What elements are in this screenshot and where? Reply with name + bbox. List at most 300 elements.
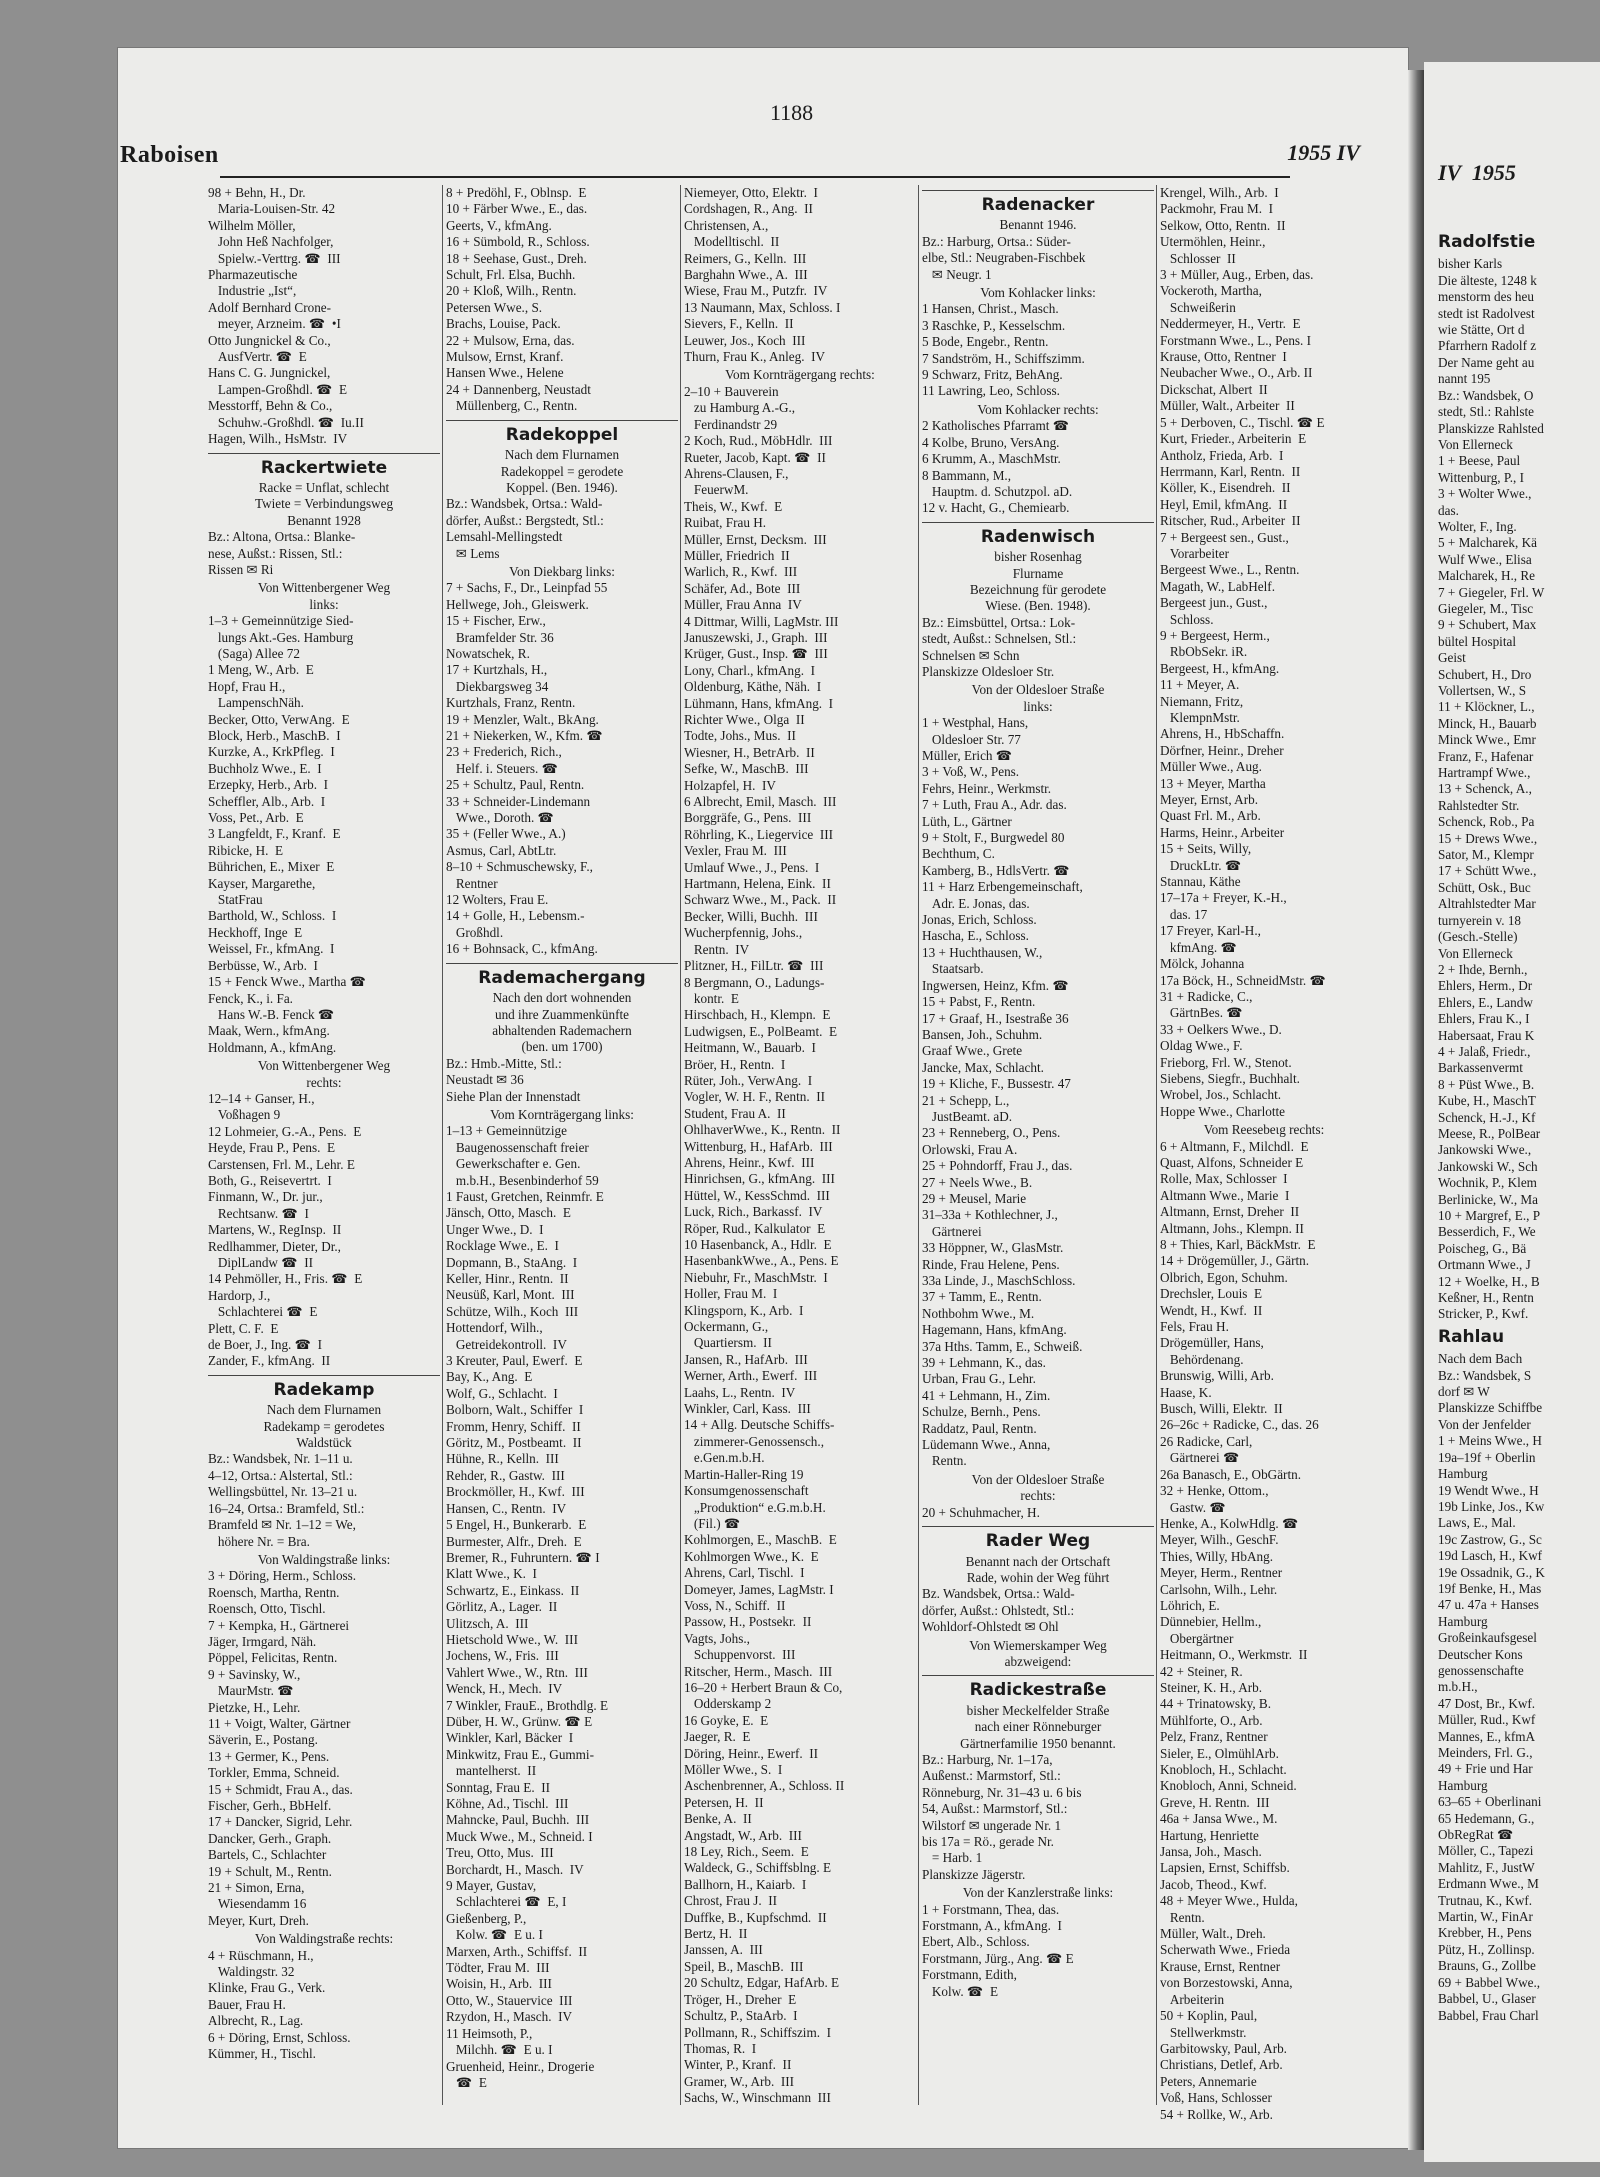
- directory-entry: 1–13 + Gemeinnützige Baugenossenschaft freier Gewerkschafter e. Gen. m.b.H., Besenbinderhof 59: [446, 1123, 599, 1188]
- street-separator: [446, 420, 678, 421]
- street-description: bisher Rosenhag Flurname Bezeichnung für gerodete Wiese. (Ben. 1948).: [969, 549, 1107, 614]
- column-divider: [918, 185, 919, 2105]
- directory-entry: Heyde, Frau P., Pens. E: [208, 1140, 336, 1156]
- header-year-volume: 1955 IV: [1287, 140, 1360, 165]
- column-2: [446, 185, 678, 2105]
- adjacent-page-line: dorf ✉ W: [1438, 1384, 1490, 1400]
- directory-entry: Forstmann Wwe., L., Pens. I: [1160, 332, 1312, 348]
- directory-entry: 12 Wolters, Frau E.: [446, 892, 549, 908]
- directory-entry: Tödter, Frau M. III: [446, 1960, 550, 1976]
- directory-entry: Fischer, Gerh., BbHelf.: [208, 1798, 332, 1813]
- adjacent-page-header: IV 1955: [1438, 159, 1516, 185]
- directory-entry: 54 + Rollke, W., Arb.: [1160, 2106, 1273, 2122]
- directory-entry: Kurzke, A., KrkPfleg. I: [208, 744, 335, 760]
- directory-entry: 18 + Seehase, Gust., Dreh.: [446, 250, 587, 266]
- directory-entry: 19 + Menzler, Walt., BkAng.: [446, 711, 599, 727]
- adjacent-page-line: Trutnau, K., Kwf.: [1438, 1892, 1533, 1908]
- adjacent-page-line: 10 + Margref, E., P: [1438, 1208, 1541, 1223]
- directory-entry: Quast Frl. M., Arb.: [1160, 808, 1261, 824]
- directory-entry: Siebens, Siegfr., Buchhalt.: [1160, 1070, 1300, 1086]
- side-heading: Vom Kohlacker links:: [980, 285, 1096, 301]
- adjacent-page-line: Rahlstedter Str.: [1438, 797, 1520, 813]
- directory-entry: 7 + Luth, Frau A., Adr. das.: [922, 797, 1067, 813]
- directory-entry: Jacob, Theod., Kwf.: [1160, 1876, 1267, 1892]
- directory-entry: Schult, Frl. Elsa, Buchh.: [446, 267, 576, 283]
- directory-entry: Luck, Rich., Barkassf. IV: [684, 1204, 823, 1220]
- adjacent-page-line: 8 + Püst Wwe., B.: [1438, 1076, 1535, 1092]
- directory-entry: Theis, W., Kwf. E: [684, 498, 783, 514]
- directory-entry: OhlhaverWwe., K., Rentn. II: [684, 1122, 841, 1138]
- directory-entry: Jansa, Joh., Masch.: [1160, 1844, 1262, 1860]
- directory-entry: 31 + Radicke, C., GärtnBes. ☎: [1160, 988, 1253, 1021]
- adjacent-page-line: Pfarrhern Radolf z: [1438, 338, 1537, 354]
- directory-entry: Düber, H. W., Grünw. ☎ E: [446, 1713, 593, 1729]
- directory-entry: Mölck, Johanna: [1160, 956, 1245, 972]
- directory-entry: 3 Langfeldt, F., Kranf. E: [208, 826, 341, 842]
- directory-entry: 32 + Henke, Ottom., Gastw. ☎: [1160, 1483, 1269, 1515]
- directory-entry: Laahs, L., Rentn. IV: [684, 1384, 796, 1400]
- directory-entry: Hans C. G. Jungnickel, Lampen-Großhdl. ☎ E: [208, 365, 348, 397]
- directory-entry: Holdmann, A., kfmAng.: [208, 1039, 337, 1055]
- directory-entry: Burmester, Alfr., Dreh. E: [446, 1533, 582, 1549]
- adjacent-page-line: Ehlers, Frau K., I: [1438, 1011, 1530, 1027]
- directory-entry: Planskizze Oldesloer Str.: [922, 663, 1055, 679]
- directory-entry: Haase, K.: [1160, 1384, 1212, 1400]
- adjacent-page-line: Malcharek, H., Re: [1438, 568, 1536, 584]
- directory-entry: Meyer, Ernst, Arb.: [1160, 792, 1258, 808]
- directory-entry: Winter, P., Kranf. II: [684, 2057, 792, 2073]
- adjacent-page-line: Radolfstie: [1438, 232, 1536, 253]
- directory-entry: Ahrens, Carl, Tischl. I: [684, 1565, 805, 1581]
- directory-entry: 15 + Fischer, Erw., Bramfelder Str. 36: [446, 613, 554, 645]
- directory-entry: Bauer, Frau H.: [208, 1996, 286, 2012]
- adjacent-page-line: 69 + Babbel Wwe.,: [1438, 1974, 1541, 1990]
- header-rule: [220, 176, 1290, 178]
- directory-entry: 6 + Döring, Ernst, Schloss.: [208, 2029, 351, 2045]
- directory-entry: Richter Wwe., Olga II: [684, 712, 805, 727]
- adjacent-page-line: Ehlers, E., Landw: [1438, 994, 1533, 1010]
- directory-entry: 12–14 + Ganser, H., Voßhagen 9: [208, 1090, 315, 1123]
- directory-entry: Petersen Wwe., S.: [446, 299, 543, 315]
- street-description: Nach dem Flurnamen Radekoppel = gerodete Koppel. (Ben. 1946).: [500, 447, 624, 495]
- directory-entry: 48 + Meyer Wwe., Hulda, Rentn.: [1160, 1893, 1298, 1925]
- directory-entry: Roensch, Otto, Tischl.: [208, 1601, 326, 1617]
- directory-entry: 4 + Rüschmann, H., Waldingstr. 32: [208, 1947, 314, 1980]
- directory-entry: 8 Bammann, M., Hauptm. d. Schutzpol. aD.: [922, 467, 1073, 499]
- directory-entry: 11 Heimsoth, P., Milchh. ☎ E u. I: [446, 2025, 553, 2058]
- directory-entry: 13 + Germer, K., Pens.: [208, 1748, 330, 1764]
- directory-entry: Rinde, Frau Helene, Pens.: [922, 1256, 1060, 1272]
- directory-entry: Brachs, Louise, Pack.: [446, 316, 561, 332]
- directory-entry: Neddermeyer, H., Vertr. E: [1160, 316, 1301, 332]
- directory-entry: Wenck, H., Mech. IV: [446, 1681, 563, 1697]
- adjacent-page-line: Habersaat, Frau K: [1438, 1027, 1535, 1043]
- directory-entry: Köhne, Ad., Tischl. III: [446, 1796, 569, 1811]
- street-separator: [922, 522, 1154, 523]
- adjacent-page-line: Jankowski W., Sch: [1438, 1158, 1538, 1174]
- directory-entry: Wendt, H., Kwf. II: [1160, 1302, 1263, 1318]
- directory-entry: Thomas, R. I: [684, 2040, 757, 2056]
- directory-entry: Brunswig, Willi, Arb.: [1160, 1368, 1274, 1384]
- directory-entry: 8 + Thies, Karl, BäckMstr. E: [1160, 1237, 1316, 1252]
- adjacent-page-line: Mahlitz, F., JustW: [1438, 1859, 1535, 1875]
- side-heading: Von Waldingstraße rechts:: [254, 1931, 394, 1947]
- directory-entry: Drögemüller, Hans, Behördenang.: [1160, 1335, 1264, 1367]
- directory-entry: Holler, Frau M. I: [684, 1286, 778, 1302]
- directory-entry: Borchardt, H., Masch. IV: [446, 1861, 584, 1877]
- adjacent-page-line: 19c Zastrow, G., Sc: [1438, 1531, 1542, 1547]
- directory-entry: 4 Dittmar, Willi, LagMstr. III: [684, 613, 839, 629]
- directory-entry: 16 + Bohnsack, C., kfmAng.: [446, 941, 598, 957]
- directory-entry: 2 Katholisches Pfarramt ☎: [922, 418, 1070, 434]
- directory-entry: 16–20 + Herbert Braun & Co, Odderskamp 2: [684, 1679, 843, 1712]
- adjacent-page-line: Bz.: Wandsbek, S: [1438, 1367, 1532, 1383]
- directory-entry: Döring, Heinr., Ewerf. II: [684, 1745, 819, 1761]
- directory-entry: 20 + Kloß, Wilh., Rentn.: [446, 283, 577, 299]
- directory-entry: Ahrens-Clausen, F., FeuerwM.: [684, 465, 789, 498]
- directory-entry: Wucherpfennig, Johs., Rentn. IV: [684, 925, 803, 957]
- directory-entry: Carlsohn, Wilh., Lehr.: [1160, 1581, 1278, 1597]
- directory-entry: 6 + Altmann, F., Milchdl. E: [1160, 1138, 1309, 1154]
- directory-entry: Barthold, W., Schloss. I: [208, 908, 337, 924]
- directory-entry: 15 + Fenck Wwe., Martha ☎: [208, 974, 367, 990]
- directory-entry: 42 + Steiner, R.: [1160, 1663, 1243, 1679]
- directory-entry: 21 + Simon, Erna, Wiesendamm 16: [208, 1880, 307, 1912]
- directory-entry: Niemann, Fritz, KlempnMstr.: [1160, 693, 1244, 725]
- directory-entry: Hottendorf, Wilh., Getreidekontroll. IV: [446, 1320, 567, 1352]
- directory-entry: 33 + Schneider-Lindemann Wwe., Doroth. ☎: [446, 793, 591, 826]
- directory-entry: Ulitzsch, A. III: [446, 1615, 529, 1631]
- directory-entry: Buchholz Wwe., E. I: [208, 760, 322, 776]
- directory-entry: Otto Jungnickel & Co., AusfVertr. ☎ E: [208, 332, 331, 365]
- directory-entry: Bansen, Joh., Schuhm.: [922, 1026, 1043, 1042]
- directory-entry: Heitmann, O., Werkmstr. II: [1160, 1647, 1308, 1663]
- directory-entry: Pharmazeutische Industrie „Ist“,: [208, 267, 298, 299]
- directory-entry: Erzepky, Herb., Arb. I: [208, 777, 328, 793]
- directory-entry: Lüth, L., Gärtner: [922, 813, 1012, 829]
- directory-entry: Werner, Arth., Ewerf. III: [684, 1368, 818, 1384]
- directory-entry: Christians, Detlef, Arb.: [1160, 2057, 1283, 2073]
- street-heading: Radenwisch: [980, 526, 1096, 547]
- adjacent-page-line: Keßner, H., Rentn: [1438, 1290, 1534, 1306]
- directory-entry: Hartmann, Helena, Eink. II: [684, 876, 831, 892]
- adjacent-page-line: turnyerein v. 18: [1438, 912, 1522, 928]
- directory-entry: Kohlmorgen, E., MaschB. E: [684, 1532, 837, 1548]
- side-heading: Vom Kornträgergang rechts:: [725, 367, 875, 383]
- directory-entry: Gießenberg, P., Kolw. ☎ E u. I: [446, 1910, 543, 1943]
- adjacent-page-line: 63–65 + Oberlinani: [1438, 1794, 1542, 1810]
- directory-entry: Heyl, Emil, kfmAng. II: [1160, 496, 1288, 512]
- directory-entry: Bz. Wandsbek, Ortsa.: Wald- dörfer, Außst.: Ohlstedt, Stl.: Wohldorf-Ohlstedt ✉ Ohl: [922, 1586, 1075, 1635]
- directory-entry: Meyer, Herm., Rentner: [1160, 1565, 1283, 1581]
- directory-entry: Bührichen, E., Mixer E: [208, 859, 335, 875]
- directory-entry: 44 + Trinatowsky, B.: [1160, 1696, 1272, 1712]
- directory-entry: 5 Bode, Engebr., Rentn.: [922, 334, 1049, 350]
- adjacent-page-line: Großeinkaufsgesel: [1438, 1630, 1537, 1646]
- directory-entry: Heitmann, W., Bauarb. I: [684, 1040, 816, 1056]
- directory-entry: Messtorff, Behn & Co., Schuhw.-Großhdl. ☎ Iu.II: [208, 398, 364, 430]
- directory-entry: Altmann Wwe., Marie I: [1160, 1187, 1290, 1203]
- directory-entry: Muck Wwe., M., Schneid. I: [446, 1828, 593, 1844]
- directory-entry: 7 + Bergeest sen., Gust., Vorarbeiter: [1160, 529, 1289, 561]
- adjacent-page-text: [1424, 62, 1600, 2057]
- street-separator: [922, 190, 1154, 191]
- directory-entry: Krengel, Wilh., Arb. I: [1160, 185, 1279, 200]
- adjacent-page-line: 49 + Frie und Har: [1438, 1761, 1533, 1777]
- directory-entry: Rüter, Joh., VerwAng. I: [684, 1072, 813, 1088]
- directory-entry: 1 + Forstmann, Thea, das.: [922, 1901, 1060, 1917]
- directory-entry: 10 + Färber Wwe., E., das.: [446, 201, 588, 217]
- directory-entry: 3 Raschke, P., Kesselschm.: [922, 317, 1066, 333]
- directory-entry: Januszewski, J., Graph. III: [684, 629, 828, 645]
- adjacent-page-line: Rahlau: [1438, 1326, 1505, 1347]
- adjacent-page-line: Planskizze Schiffbe: [1438, 1400, 1543, 1416]
- directory-entry: Hardorp, J., Schlachterei ☎ E: [208, 1287, 318, 1320]
- directory-entry: Stannau, Käthe: [1160, 874, 1241, 890]
- side-heading: Von Waldingstraße links:: [257, 1551, 391, 1567]
- directory-entry: Mahncke, Paul, Buchh. III: [446, 1812, 590, 1828]
- directory-entry: Herrmann, Karl, Rentn. II: [1160, 463, 1301, 479]
- adjacent-page-line: bültel Hospital: [1438, 633, 1517, 649]
- directory-entry: Utermöhlen, Heinr., Schlosser II: [1160, 234, 1266, 266]
- directory-entry: 21 + Schepp, L., JustBeamt. aD.: [922, 1092, 1013, 1124]
- street-heading: Radenacker: [981, 195, 1095, 215]
- street-heading: Rackertwiete: [260, 457, 388, 478]
- directory-entry: 41 + Lehmann, H., Zim.: [922, 1387, 1051, 1403]
- directory-entry: Hinrichsen, G., kfmAng. III: [684, 1171, 835, 1187]
- directory-entry: Forstmann, Edith, Kolw. ☎ E: [922, 1967, 1017, 1999]
- directory-entry: Bolborn, Walt., Schiffer I: [446, 1402, 584, 1418]
- directory-entry: Sachs, W., Winschmann III: [684, 2090, 831, 2106]
- directory-entry: Pietzke, H., Lehr.: [208, 1699, 301, 1715]
- side-heading: Vom Reesebeιg rechts:: [1203, 1122, 1325, 1138]
- directory-entry: 20 Schultz, Edgar, HafArb. E: [684, 1975, 840, 1991]
- directory-entry: Antholz, Frieda, Arb. I: [1160, 447, 1284, 463]
- adjacent-page-line: Laws, E., Mal.: [1438, 1515, 1516, 1531]
- adjacent-page-line: stedt, Stl.: Rahlste: [1438, 404, 1534, 420]
- adjacent-page-line: 12 + Woelke, H., B: [1438, 1273, 1540, 1289]
- adjacent-page-line: 15 + Drews Wwe.,: [1438, 830, 1538, 846]
- directory-entry: 7 + Kempka, H., Gärtnerei: [208, 1617, 350, 1633]
- adjacent-page-line: Babbel, Frau Charl: [1438, 2007, 1539, 2023]
- directory-entry: Pöppel, Felicitas, Rentn.: [208, 1650, 338, 1666]
- directory-entry: Klingsporn, K., Arb. I: [684, 1302, 804, 1318]
- adjacent-page-line: 17 + Schütt Wwe.,: [1438, 863, 1537, 879]
- directory-entry: 7 Sandström, H., Schiffszimm.: [922, 350, 1085, 366]
- directory-entry: Lapsien, Ernst, Schiffsb.: [1160, 1860, 1290, 1876]
- side-heading: Von Wittenbergener Weg rechts:: [257, 1058, 391, 1090]
- adjacent-page-line: Schenck, H.-J., Kf: [1438, 1109, 1536, 1125]
- directory-entry: Waldeck, G., Schiffsblng. E: [684, 1860, 832, 1876]
- adjacent-page-line: Brauns, G., Zollbe: [1438, 1958, 1536, 1974]
- directory-entry: Petersen, H. II: [684, 1794, 764, 1810]
- directory-entry: Schultz, P., StaArb. I: [684, 2008, 798, 2024]
- directory-entry: Hüttel, W., KessSchmd. III: [684, 1187, 830, 1203]
- directory-entry: 18 Ley, Rich., Seem. E: [684, 1844, 809, 1860]
- directory-entry: 31–33a + Kothlechner, J., Gärtnerei: [922, 1207, 1058, 1239]
- adjacent-page-line: menstorm des heu: [1438, 289, 1534, 305]
- street-description: Racke = Unflat, schlecht Twiete = Verbindungsweg Benannt 1928: [254, 479, 394, 528]
- directory-entry: 17a Böck, H., SchneidMstr. ☎: [1160, 972, 1326, 988]
- directory-entry: Kümmer, H., Tischl.: [208, 2046, 316, 2062]
- adjacent-page-line: Giegeler, M., Tisc: [1438, 600, 1534, 616]
- directory-entry: Lühmann, Hans, kfmAng. I: [684, 695, 834, 711]
- adjacent-page-line: das.: [1438, 502, 1459, 518]
- directory-entry: Selkow, Otto, Rentn. II: [1160, 217, 1286, 233]
- directory-entry: 2 Koch, Rud., MöbHdlr. III: [684, 433, 833, 449]
- adjacent-page-line: Barkassenvermt: [1438, 1060, 1523, 1076]
- directory-entry: Carstensen, Frl. M., Lehr. E: [208, 1156, 355, 1172]
- street-heading: Rademachergang: [478, 967, 646, 988]
- directory-entry: Müller, Erich ☎: [922, 748, 1013, 763]
- directory-entry: Bz.: Wandsbek, Nr. 1–11 u. 4–12, Ortsa.: Alstertal, Stl.: Wellingsbüttel, Nr. 13–21 u. 16–24, Ortsa.: Bramfeld, Stl.: Bramfeld ✉ Nr. 1–12 = We, höhere Nr. = Bra.: [208, 1451, 365, 1549]
- directory-entry: Sonntag, Frau E. II: [446, 1779, 551, 1795]
- directory-entry: 8 + Predöhl, F., Oblnsp. E: [446, 185, 587, 200]
- directory-entry: Otto, W., Stauervice III: [446, 1992, 573, 2008]
- adjacent-page-line: Von Ellerneck: [1438, 945, 1513, 961]
- directory-entry: 37 + Tamm, E., Rentn.: [922, 1289, 1042, 1305]
- adjacent-page-line: Berlinicke, W., Ma: [1438, 1191, 1538, 1207]
- directory-entry: Frieborg, Frl. W., Stenot.: [1160, 1054, 1292, 1070]
- directory-entry: Packmohr, Frau M. I: [1160, 201, 1274, 217]
- column-divider: [1156, 185, 1157, 2105]
- directory-entry: Ockermann, G., Quartiersm. II: [684, 1319, 772, 1351]
- directory-entry: Hühne, R., Kelln. III: [446, 1451, 559, 1467]
- directory-entry: 3 + Voß, W., Pens.: [922, 764, 1020, 780]
- directory-entry: Maak, Wern., kfmAng.: [208, 1023, 330, 1039]
- directory-entry: Jochens, W., Fris. III: [446, 1648, 559, 1664]
- side-heading: Von der Oldesloer Straße rechts:: [971, 1471, 1105, 1504]
- adjacent-page-line: 47 Dost, Br., Kwf.: [1438, 1695, 1536, 1711]
- directory-entry: Knobloch, Anni, Schneid.: [1160, 1778, 1297, 1794]
- directory-entry: Redlhammer, Dieter, Dr., DiplLandw ☎ II: [208, 1238, 341, 1270]
- street-separator: [446, 963, 678, 964]
- street-heading: Radekoppel: [505, 424, 619, 445]
- directory-entry: 19 + Kliche, F., Bussestr. 47: [922, 1076, 1071, 1092]
- directory-entry: Görlitz, A., Lager. II: [446, 1599, 558, 1615]
- directory-columns: [208, 185, 1368, 2122]
- directory-entry: 33 + Oelkers Wwe., D.: [1160, 1021, 1282, 1037]
- directory-entry: Minkwitz, Frau E., Gummi- mantelherst. II: [446, 1746, 594, 1779]
- directory-entry: Thurn, Frau K., Anleg. IV: [684, 349, 826, 365]
- adjacent-page-line: 3 + Wolter Wwe.,: [1438, 486, 1532, 502]
- directory-entry: 1–3 + Gemeinnützige Sied- lungs Akt.-Ges. Hamburg (Saga) Allee 72: [208, 613, 354, 661]
- directory-entry: Wiesner, H., BetrArb. II: [684, 744, 815, 760]
- directory-entry: 12 Lohmeier, G.-A., Pens. E: [208, 1123, 362, 1139]
- directory-entry: 23 + Frederich, Rich., Helf. i. Steuers. ☎: [446, 744, 562, 776]
- adjacent-page-line: Hamburg: [1438, 1466, 1488, 1482]
- directory-entry: Christensen, A., Modelltischl. II: [684, 217, 780, 250]
- directory-entry: Kurt, Frieder., Arbeiterin E: [1160, 431, 1307, 447]
- directory-entry: Bergeest, H., kfmAng.: [1160, 660, 1280, 676]
- street-separator: [922, 1675, 1154, 1676]
- adjacent-page-line: 19a–19f + Oberlin: [1438, 1449, 1536, 1465]
- directory-entry: Dickschat, Albert II: [1160, 381, 1268, 397]
- directory-entry: Vexler, Frau M. III: [684, 843, 787, 859]
- directory-entry: Säverin, E., Postang.: [208, 1732, 318, 1748]
- directory-entry: Müller, Friedrich II: [684, 547, 790, 563]
- adjacent-page-line: 9 + Schubert, Max: [1438, 617, 1537, 633]
- directory-entry: Meyer, Wilh., GeschF.: [1160, 1532, 1279, 1548]
- directory-entry: Klatt Wwe., K. I: [446, 1566, 537, 1582]
- directory-entry: 33a Linde, J., MaschSchloss.: [922, 1273, 1076, 1288]
- adjacent-page-line: Geist: [1438, 650, 1466, 666]
- directory-entry: Müller Wwe., Aug.: [1160, 759, 1262, 775]
- directory-entry: Keller, Hinr., Rentn. II: [446, 1271, 569, 1286]
- directory-entry: 98 + Behn, H., Dr. Maria-Louisen-Str. 42: [208, 185, 336, 217]
- directory-entry: Rzydon, H., Masch. IV: [446, 2009, 572, 2025]
- directory-entry: 37a Hths. Tamm, E., Schweiß.: [922, 1338, 1083, 1354]
- directory-entry: 11 + Harz Erbengemeinschaft, Adr. E. Jonas, das.: [922, 879, 1083, 911]
- street-heading: Radickestraße: [969, 1680, 1107, 1701]
- adjacent-page-line: Schütt, Osk., Buc: [1438, 879, 1531, 895]
- directory-entry: Berbüsse, W., Arb. I: [208, 957, 318, 973]
- adjacent-page-line: Deutscher Kons: [1438, 1646, 1523, 1662]
- adjacent-page-line: Babbel, U., Glaser: [1438, 1991, 1536, 2007]
- adjacent-page-line: Stricker, P., Kwf.: [1438, 1306, 1529, 1322]
- directory-entry: 29 + Meusel, Marie: [922, 1190, 1027, 1206]
- directory-entry: Winkler, Carl, Kass. III: [684, 1401, 811, 1417]
- adjacent-page-line: Ehlers, Herm., Dr: [1438, 978, 1533, 994]
- directory-entry: Hopf, Frau H., LampenschNäh.: [208, 678, 304, 711]
- directory-entry: 15 + Seits, Willy, DruckLtr. ☎: [1160, 841, 1252, 873]
- directory-entry: 23 + Renneberg, O., Pens.: [922, 1125, 1061, 1141]
- directory-entry: Olbrich, Egon, Schuhm.: [1160, 1269, 1288, 1285]
- adjacent-page-line: Von Ellerneck: [1438, 436, 1513, 452]
- directory-entry: Reimers, G., Kelln. III: [684, 250, 807, 266]
- directory-entry: Heckhoff, Inge E: [208, 924, 303, 940]
- directory-entry: Angstadt, W., Arb. III: [684, 1827, 802, 1843]
- directory-entry: Roensch, Martha, Rentn.: [208, 1584, 340, 1600]
- directory-entry: Schütze, Wilh., Koch III: [446, 1303, 579, 1319]
- adjacent-page-line: Die älteste, 1248 k: [1438, 272, 1537, 288]
- directory-entry: 10 Hasenbanck, A., Hdlr. E: [684, 1237, 832, 1252]
- directory-entry: Brockmöller, H., Kwf. III: [446, 1484, 585, 1500]
- directory-entry: Urban, Frau G., Lehr.: [922, 1371, 1036, 1387]
- adjacent-page-line: m.b.H.,: [1438, 1679, 1478, 1695]
- directory-entry: Niemeyer, Otto, Elektr. I: [684, 185, 818, 200]
- adjacent-page-line: Hartrampf Wwe.,: [1438, 765, 1531, 781]
- directory-entry: Bremer, R., Fuhruntern. ☎ I: [446, 1549, 600, 1565]
- directory-entry: Müller, Walt., Arbeiter II: [1160, 398, 1295, 414]
- adjacent-page-lines: [1438, 234, 1600, 2024]
- directory-entry: 16 + Sümbold, R., Schloss.: [446, 234, 590, 250]
- directory-entry: Ruibat, Frau H.: [684, 515, 767, 531]
- directory-entry: Wolf, G., Schlacht. I: [446, 1385, 558, 1401]
- adjacent-page-line: Poischeg, G., Bä: [1438, 1240, 1527, 1256]
- directory-entry: Bz.: Harburg, Ortsa.: Süder- elbe, Stl.: Neugraben-Fischbek ✉ Neugr. 1: [922, 233, 1086, 282]
- directory-entry: Ritscher, Herm., Masch. III: [684, 1663, 833, 1679]
- adjacent-page-line: (Gesch.-Stelle): [1438, 929, 1518, 945]
- adjacent-page-line: Minck, H., Bauarb: [1438, 715, 1537, 731]
- adjacent-page-line: 19d Lasch, H., Kwf: [1438, 1548, 1543, 1564]
- directory-entry: Rehder, R., Gastw. III: [446, 1467, 565, 1483]
- directory-entry: Köller, K., Eisendreh. II: [1160, 480, 1291, 496]
- directory-entry: 6 Albrecht, Emil, Masch. III: [684, 794, 837, 810]
- directory-entry: 2–10 + Bauverein zu Hamburg A.-G., Ferdinandstr 29: [684, 383, 796, 432]
- directory-entry: Geerts, V., kfmAng.: [446, 217, 552, 233]
- adjacent-page-line: Wulf Wwe., Elisa: [1438, 551, 1532, 567]
- directory-entry: Hagen, Wilh., HsMstr. IV: [208, 431, 348, 447]
- directory-entry: Magath, W., LabHelf.: [1160, 578, 1275, 594]
- directory-entry: HasenbankWwe., A., Pens. E: [684, 1253, 839, 1269]
- directory-entry: Krause, Otto, Rentner I: [1160, 349, 1287, 365]
- directory-entry: Woisin, H., Arb. III: [446, 1976, 552, 1992]
- directory-entry: Siehe Plan der Innenstadt: [446, 1088, 581, 1104]
- directory-entry: Schwarz Wwe., M., Pack. II: [684, 892, 837, 908]
- directory-entry: Becker, Willi, Buchh. III: [684, 908, 818, 924]
- directory-entry: 20 + Schuhmacher, H.: [922, 1504, 1040, 1520]
